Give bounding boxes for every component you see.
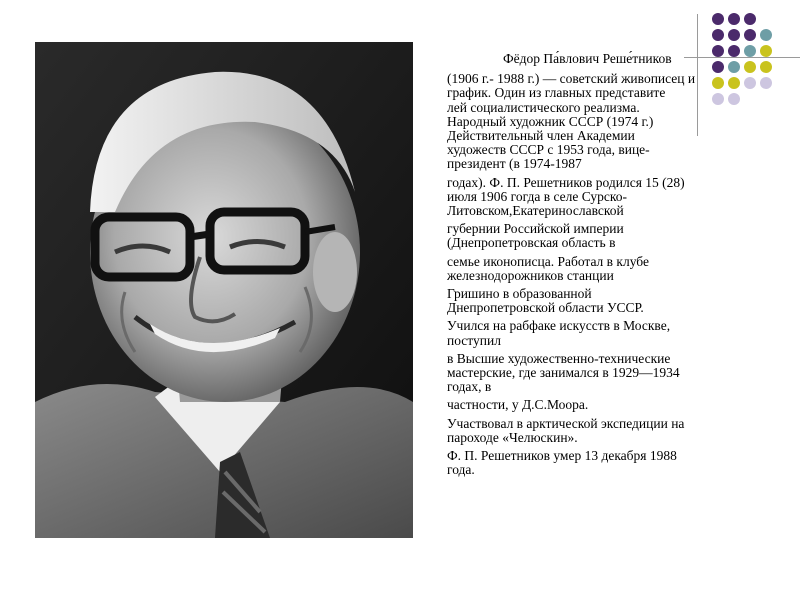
text-line: график. Один из главных представите (447, 85, 666, 101)
text-line: года. (447, 462, 475, 478)
paragraph (447, 287, 797, 315)
text-line: пароходе «Челюскин». (447, 429, 578, 445)
text-line: годах, в (447, 379, 492, 395)
decorative-dot (712, 13, 724, 25)
text-line: частности, у Д.С.Моора. (447, 397, 589, 413)
text-line: поступил (447, 332, 501, 348)
decorative-dot (728, 13, 740, 25)
text-line: Днепропетровской области УССР. (447, 300, 644, 316)
text-line: Участвовал в арктической экспедиции на (447, 415, 685, 431)
text-line: Ф. П. Решетников умер 13 декабря 1988 (447, 448, 677, 464)
text-line: Народный художник СССР (1974 г.) (447, 113, 654, 129)
paragraph (447, 352, 797, 395)
text-line: Литовском,Екатеринославской (447, 203, 624, 219)
paragraph (447, 72, 797, 171)
biography-text (447, 52, 797, 481)
decorative-dot (728, 29, 740, 41)
paragraph (447, 176, 797, 219)
text-line: лей социалистического реализма. (447, 99, 640, 115)
paragraph (447, 222, 797, 250)
decorative-dot (744, 13, 756, 25)
paragraph (447, 255, 797, 283)
decorative-dot (712, 29, 724, 41)
text-line: (1906 г.- 1988 г.) — советский живописец и (447, 71, 696, 87)
decorative-dot (760, 29, 772, 41)
text-line: художеств СССР с 1953 года, вице- (447, 142, 650, 158)
text-line: июля 1906 гогда в селе Сурско- (447, 188, 628, 204)
text-line: Действительный член Академии (447, 128, 635, 144)
text-line: губернии Российской империи (447, 221, 624, 237)
text-line: в Высшие художественно-технические (447, 350, 671, 366)
portrait-photo (35, 42, 413, 538)
paragraph (447, 319, 797, 347)
paragraph (447, 449, 797, 477)
text-line: Гришино в образованной (447, 286, 592, 302)
text-line: (Днепропетровская область в (447, 235, 616, 251)
paragraph (447, 398, 797, 412)
text-line: Учился на рабфаке искусств в Москве, (447, 318, 671, 334)
text-line: президент (в 1974-1987 (447, 156, 582, 172)
paragraph (447, 417, 797, 445)
text-line: семье иконописца. Работал в клубе (447, 253, 649, 269)
decorative-dot (744, 29, 756, 41)
text-line: железнодорожников станции (447, 267, 614, 283)
slide-title: Фёдор Па́влович Реше́тников (503, 51, 672, 66)
text-line: мастерские, где занимался в 1929—1934 (447, 365, 680, 381)
text-line: годах). Ф. П. Решетников родился 15 (28) (447, 174, 685, 190)
biography-paragraphs (447, 72, 797, 477)
